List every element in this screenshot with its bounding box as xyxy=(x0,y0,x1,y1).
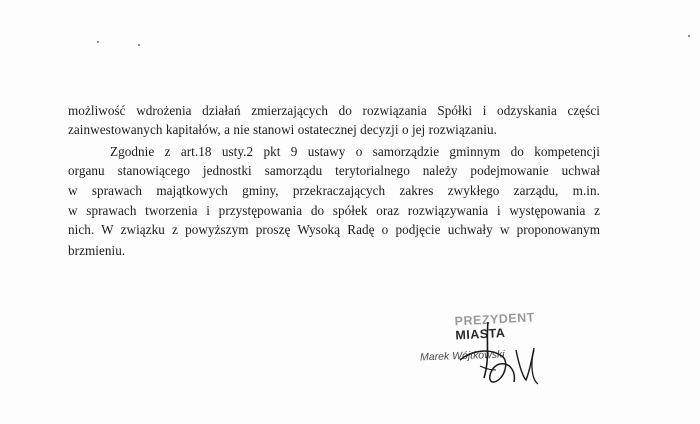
paragraph-2-line-3: w sprawach majątkowych gminy, przekraczających zakres zwykłego zarządu, m.in. xyxy=(68,183,600,198)
stamp-name: Marek Wójtkowski xyxy=(419,348,505,364)
paragraph-1-line-2: zainwestowanych kapitałów, a nie stanowi ostatecznej decyzji o jej rozwiązaniu. xyxy=(68,122,497,137)
scan-speck xyxy=(688,35,690,37)
scan-speck xyxy=(97,41,99,43)
paragraph-2-line-4: w sprawach tworzenia i przystępowania do spółek oraz rozwiązywania i występowania z xyxy=(68,203,600,218)
handwritten-signature-icon xyxy=(450,320,540,390)
scan-speck xyxy=(138,44,140,46)
paragraph-2-line-6: brzmieniu. xyxy=(68,243,126,258)
stamp-role-visible: MIASTA xyxy=(455,325,506,343)
official-stamp xyxy=(390,300,550,390)
paragraph-2-line-5: nich. W związku z powyższym proszę Wysoką Radę o podjęcie uchwały w proponowanym xyxy=(68,222,600,237)
paragraph-2-line-1: Zgodnie z art.18 usty.2 pkt 9 ustawy o samorządzie gminnym do kompetencji xyxy=(110,144,600,159)
stamp-role-faded: PREZYDENT xyxy=(454,310,536,329)
paragraph-1-line-1: możliwość wdrożenia działań zmierzających do rozwiązania Spółki i odzyskania części xyxy=(68,103,600,118)
paragraph-2-line-2: organu stanowiącego jednostki samorządu terytorialnego należy podejmowanie uchwał xyxy=(68,163,600,178)
